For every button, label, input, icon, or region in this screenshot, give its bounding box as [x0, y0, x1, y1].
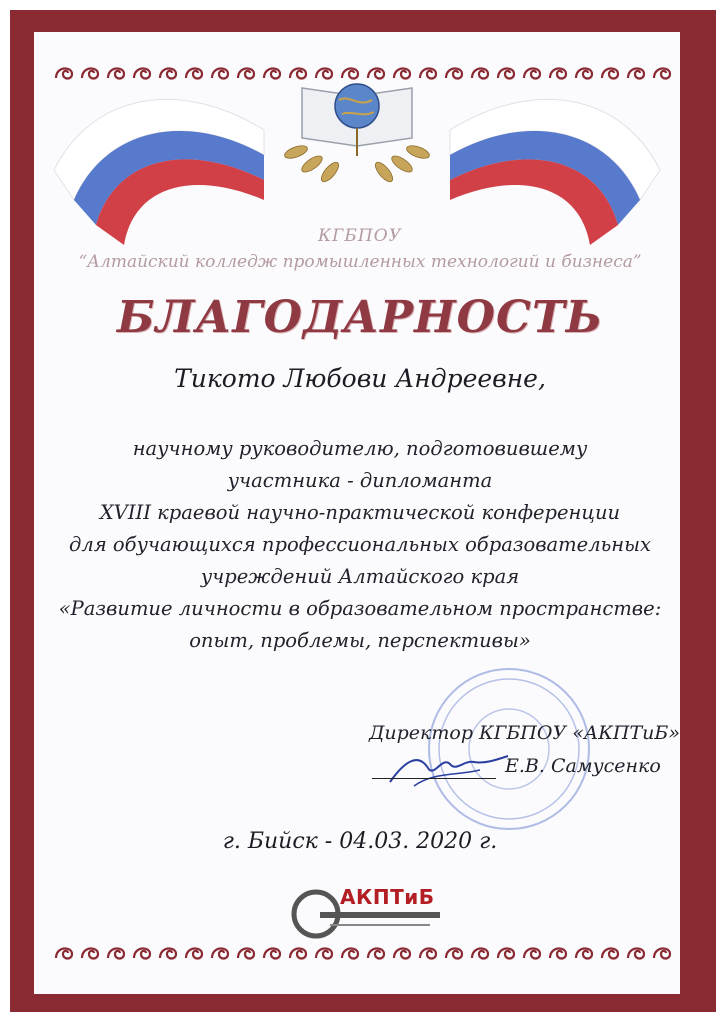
city-date: г. Бийск - 04.03. 2020 г.	[222, 829, 498, 854]
signer-name: Е.В. Самусенко	[505, 755, 661, 777]
body-line: участника - дипломанта	[227, 469, 493, 492]
globe-book-emblem-icon	[302, 84, 412, 156]
document-title: БЛАГОДАРНОСТЬ	[116, 292, 604, 343]
org-abbreviation: КГБПОУ	[318, 226, 402, 246]
body-line: опыт, проблемы, перспективы»	[189, 629, 531, 652]
college-logo-text: АКПТиБ	[340, 885, 435, 909]
body-line: «Развитие личности в образовательном пространстве:	[58, 597, 662, 620]
signature-icon	[384, 742, 514, 792]
body-line: для обучающихся профессиональных образовательных	[69, 533, 651, 556]
body-line: учреждений Алтайского края	[200, 565, 520, 588]
signature-line	[372, 778, 496, 779]
director-title: Директор КГБПОУ «АКПТиБ»	[368, 722, 680, 744]
ornament-border-bottom	[52, 938, 676, 966]
recipient-name: Тикото Любови Андреевне,	[174, 364, 546, 393]
org-full-name: “Алтайский колледж промышленных технологий и бизнеса”	[78, 252, 642, 272]
body-line: научному руководителю, подготовившему	[132, 437, 588, 460]
body-line: XVIII краевой научно-практической конференции	[99, 501, 621, 524]
